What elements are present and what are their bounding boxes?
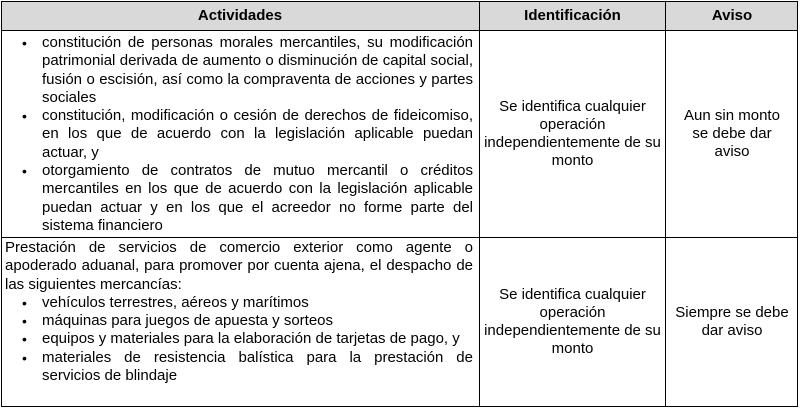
border-left	[1, 1, 2, 407]
row-2-identificacion-text: Se identifica cualquier operación independientemente de su monto	[484, 286, 661, 357]
row-1-list	[1, 34, 479, 235]
border-col-1	[479, 1, 480, 407]
row-2-aviso-text: Siempre se debe dar aviso	[675, 304, 789, 339]
row-2-identificacion	[480, 238, 665, 406]
border-right	[797, 1, 798, 407]
header-actividades	[1, 1, 479, 30]
row-1-actividades	[1, 34, 479, 235]
header-aviso-label: Aviso	[711, 7, 753, 24]
row-2-list	[1, 294, 479, 385]
list-item: • constitución de personas morales mercantiles, su modificación patrimonial derivada de aumento o disminución de capital social, fusión o escisión, así como la compraventa de acciones y partes sociales	[1, 34, 473, 107]
border-col-2	[665, 1, 666, 407]
list-item: • constitución, modificación o cesión de derechos de fideicomiso, en los que de acuerdo con la legislación aplicable puedan actuar, y	[1, 107, 473, 162]
list-item: • vehículos terrestres, aéreos y marítimos	[1, 294, 473, 312]
row-1-aviso-text: Aun sin monto se debe dar aviso	[684, 107, 780, 160]
border-header-bottom	[1, 30, 798, 31]
border-row-divider	[1, 237, 798, 238]
list-item: • máquinas para juegos de apuesta y sorteos	[1, 312, 473, 330]
list-item: • otorgamiento de contratos de mutuo mercantil o créditos mercantiles en los que de acuerdo con la legislación aplicable puedan actuar y en los que el acreedor no forme parte del sistema financiero	[1, 162, 473, 235]
header-identificacion	[480, 1, 665, 30]
header-aviso	[666, 1, 798, 30]
row-2-intro: Prestación de servicios de comercio exterior como agente o apoderado aduanal, para promover por cuenta ajena, el despacho de las siguientes mercancías:	[5, 239, 473, 293]
row-1-identificacion-text: Se identifica cualquier operación independientemente de su monto	[484, 98, 661, 169]
row-1-identificacion	[480, 31, 665, 237]
activities-table	[1, 1, 798, 407]
border-bottom	[1, 406, 798, 407]
row-1-aviso	[666, 31, 798, 237]
header-actividades-label: Actividades	[197, 7, 283, 24]
border-top	[1, 1, 798, 2]
list-item: • equipos y materiales para la elaboración de tarjetas de pago, y	[1, 330, 473, 348]
row-2-actividades	[1, 239, 479, 385]
list-item: • materiales de resistencia balística para la prestación de servicios de blindaje	[1, 349, 473, 386]
header-identificacion-label: Identificación	[524, 7, 621, 24]
row-2-aviso	[666, 238, 798, 406]
